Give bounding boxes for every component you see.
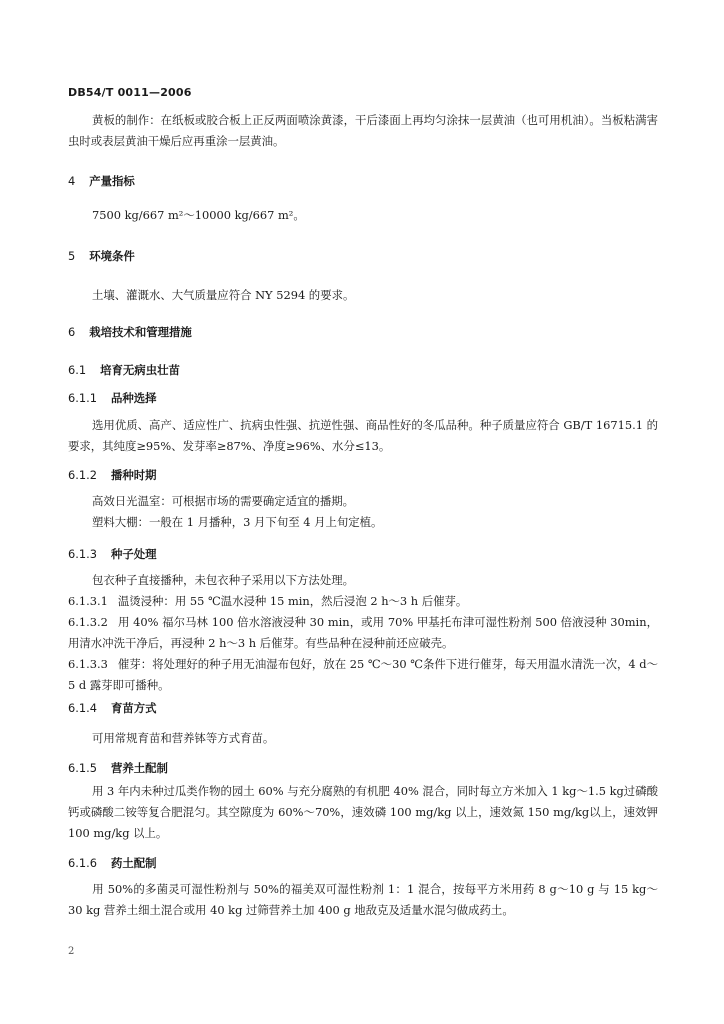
standard-code: DB54/T 0011—2006 <box>68 86 192 99</box>
paragraph-seed-treatment: 包衣种子直接播种，未包衣种子采用以下方法处理。 <box>92 573 354 587</box>
section-heading-6-1-2: 6.1.2 播种时期 <box>68 468 157 482</box>
paragraph-greenhouse: 高效日光温室：可根据市场的需要确定适宜的播期。 <box>92 494 354 508</box>
paragraph-yield: 7500 kg/667 m²～10000 kg/667 m²。 <box>92 208 305 222</box>
paragraph-6-1-3-1: 6.1.3.1 温烫浸种：用 55 ℃温水浸种 15 min，然后浸泡 2 h～3 h 后催芽。 <box>68 594 468 608</box>
section-heading-6-1-4: 6.1.4 育苗方式 <box>68 701 157 715</box>
section-heading-4: 4 产量指标 <box>68 174 135 188</box>
section-heading-6-1-3: 6.1.3 种子处理 <box>68 547 157 561</box>
section-heading-6-1-6: 6.1.6 药土配制 <box>68 856 157 870</box>
section-heading-6-1: 6.1 培育无病虫壮苗 <box>68 363 180 377</box>
paragraph-6-1-3-3: 6.1.3.3 催芽：将处理好的种子用无油湿布包好，放在 25 ℃～30 ℃条件下进行催芽，每天用温水清洗一次，4 d～5 d 露芽即可播种。 <box>68 657 658 692</box>
paragraph-nursery-method: 可用常规育苗和营养钵等方式育苗。 <box>92 731 275 745</box>
section-heading-5: 5 环境条件 <box>68 249 135 263</box>
page-number: 2 <box>68 946 75 957</box>
section-heading-6-1-1: 6.1.1 品种选择 <box>68 391 157 405</box>
paragraph-plastic-shed: 塑料大棚：一般在 1 月播种，3 月下旬至 4 月上旬定植。 <box>92 515 383 529</box>
paragraph-yellow-board: 黄板的制作：在纸板或胶合板上正反两面喷涂黄漆，干后漆面上再均匀涂抹一层黄油（也可用机油）。当板粘满害虫时或表层黄油干燥后应再重涂一层黄油。 <box>68 113 658 148</box>
paragraph-medicated-soil: 用 50%的多菌灵可湿性粉剂与 50%的福美双可湿性粉剂 1：1 混合，按每平方米用药 8 g～10 g 与 15 kg～30 kg 营养土细土混合或用 40 kg 过筛营养土加 400 g 地敌克及适量水混匀做成药土。 <box>68 882 658 917</box>
section-heading-6-1-5: 6.1.5 营养土配制 <box>68 761 168 775</box>
paragraph-nutrient-soil: 用 3 年内未种过瓜类作物的园土 60% 与充分腐熟的有机肥 40% 混合，同时每立方米加入 1 kg～1.5 kg过磷酸钙或磷酸二铵等复合肥混匀。其空隙度为 60%～70%，速效磷 100 mg/kg 以上，速效氮 150 mg/kg以上，速效钾 100 mg/kg 以上。 <box>68 784 658 840</box>
paragraph-variety: 选用优质、高产、适应性广、抗病虫性强、抗逆性强、商品性好的冬瓜品种。种子质量应符合 GB/T 16715.1 的要求，其纯度≥95%、发芽率≥87%、净度≥96%、水分≤13。 <box>68 418 658 453</box>
section-heading-6: 6 栽培技术和管理措施 <box>68 325 192 339</box>
paragraph-6-1-3-2: 6.1.3.2 用 40% 福尔马林 100 倍水溶液浸种 30 min，或用 70% 甲基托布津可湿性粉剂 500 倍液浸种 30min，用清水冲洗干净后，再浸种 2 h～3 h 后催芽。有些品种在浸种前还应破壳。 <box>68 615 658 650</box>
paragraph-environment: 土壤、灌溉水、大气质量应符合 NY 5294 的要求。 <box>92 288 355 302</box>
